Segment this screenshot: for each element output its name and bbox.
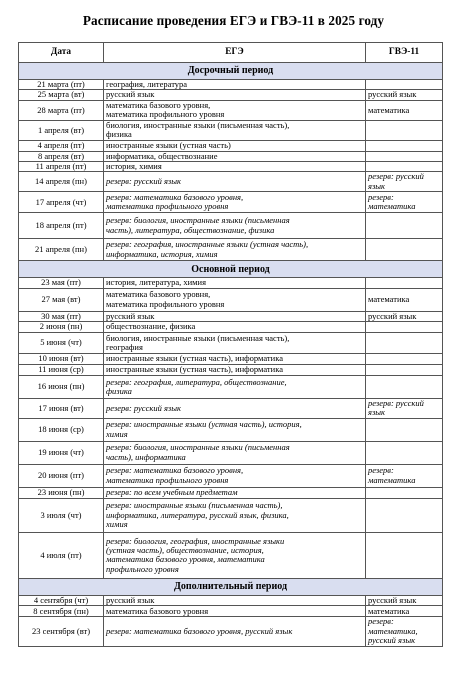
- ege-subjects: резерв: иностранные языки (устная часть), история, химия: [104, 418, 366, 441]
- ege-subjects: обществознание, физика: [104, 322, 366, 333]
- ege-subjects: русский язык: [104, 595, 366, 605]
- gve-subjects: математика: [366, 100, 443, 120]
- table-row: [19, 100, 443, 120]
- section-title: Основной период: [19, 261, 443, 278]
- gve-subjects: [366, 140, 443, 151]
- exam-date: 3 июля (чт): [19, 498, 104, 532]
- section-header-row: [19, 63, 443, 80]
- gve-subjects: русский язык: [366, 595, 443, 605]
- gve-subjects: русский язык: [366, 311, 443, 321]
- ege-subjects: биология, иностранные языки (письменная часть), физика: [104, 120, 366, 140]
- ege-subjects: иностранные языки (устная часть): [104, 140, 366, 151]
- table-row: [19, 80, 443, 90]
- gve-subjects: математика: [366, 606, 443, 617]
- exam-date: 25 марта (вт): [19, 90, 104, 100]
- gve-subjects: [366, 333, 443, 354]
- table-row: [19, 399, 443, 419]
- gve-subjects: [366, 376, 443, 399]
- ege-subjects: математика базового уровня: [104, 606, 366, 617]
- exam-date: 23 мая (пт): [19, 278, 104, 288]
- table-row: [19, 172, 443, 192]
- exam-date: 8 апреля (вт): [19, 151, 104, 161]
- exam-date: 18 апреля (пт): [19, 213, 104, 239]
- exam-date: 4 сентября (чт): [19, 595, 104, 605]
- gve-subjects: [366, 498, 443, 532]
- exam-date: 17 апреля (чт): [19, 192, 104, 213]
- ege-subjects: резерв: биология, география, иностранные языки (устная часть), обществознание, история, математика базового уровня, математика профильного уровня: [104, 532, 366, 578]
- exam-date: 2 июня (пн): [19, 322, 104, 333]
- ege-subjects: резерв: математика базового уровня, математика профильного уровня: [104, 464, 366, 487]
- exam-date: 8 сентября (пн): [19, 606, 104, 617]
- table-row: [19, 376, 443, 399]
- ege-subjects: резерв: биология, иностранные языки (письменная часть), литература, обществознание, физика: [104, 213, 366, 239]
- gve-subjects: [366, 365, 443, 376]
- gve-subjects: резерв: русский язык: [366, 399, 443, 419]
- schedule-table: [18, 42, 443, 647]
- exam-date: 28 марта (пт): [19, 100, 104, 120]
- column-header-ege: ЕГЭ: [104, 43, 366, 63]
- table-row: [19, 532, 443, 578]
- document-title: Расписание проведения ЕГЭ и ГВЭ-11 в 2025 году: [82, 13, 385, 28]
- table-row: [19, 418, 443, 441]
- exam-date: 4 апреля (пт): [19, 140, 104, 151]
- table-row: [19, 213, 443, 239]
- exam-date: 20 июня (пт): [19, 464, 104, 487]
- ege-subjects: резерв: русский язык: [104, 172, 366, 192]
- gve-subjects: [366, 487, 443, 498]
- table-row: [19, 120, 443, 140]
- table-header-row: [19, 43, 443, 63]
- gve-subjects: [366, 120, 443, 140]
- gve-subjects: резерв: математика: [366, 464, 443, 487]
- table-row: [19, 487, 443, 498]
- gve-subjects: [366, 278, 443, 288]
- section-header-row: [19, 578, 443, 595]
- gve-subjects: [366, 532, 443, 578]
- table-row: [19, 192, 443, 213]
- exam-date: 4 июля (пт): [19, 532, 104, 578]
- exam-date: 1 апреля (вт): [19, 120, 104, 140]
- ege-subjects: математика базового уровня, математика профильного уровня: [104, 288, 366, 311]
- ege-subjects: математика базового уровня, математика профильного уровня: [104, 100, 366, 120]
- table-row: [19, 239, 443, 261]
- gve-subjects: резерв: математика: [366, 192, 443, 213]
- exam-date: 14 апреля (пн): [19, 172, 104, 192]
- exam-date: 16 июня (пн): [19, 376, 104, 399]
- ege-subjects: история, литература, химия: [104, 278, 366, 288]
- exam-date: 11 июня (ср): [19, 365, 104, 376]
- table-row: [19, 278, 443, 288]
- gve-subjects: [366, 213, 443, 239]
- column-header-gve: ГВЭ-11: [366, 43, 443, 63]
- exam-date: 21 апреля (пн): [19, 239, 104, 261]
- table-row: [19, 151, 443, 161]
- exam-date: 11 апреля (пт): [19, 162, 104, 172]
- table-row: [19, 441, 443, 464]
- ege-subjects: резерв: география, литература, обществознание, физика: [104, 376, 366, 399]
- exam-date: 5 июня (чт): [19, 333, 104, 354]
- table-row: [19, 311, 443, 321]
- ege-subjects: резерв: математика базового уровня, математика профильного уровня: [104, 192, 366, 213]
- table-row: [19, 617, 443, 646]
- column-header-date: Дата: [19, 43, 104, 63]
- ege-subjects: резерв: география, иностранные языки (устная часть), информатика, история, химия: [104, 239, 366, 261]
- exam-date: 23 сентября (вт): [19, 617, 104, 646]
- gve-subjects: [366, 418, 443, 441]
- gve-subjects: [366, 354, 443, 365]
- table-row: [19, 140, 443, 151]
- table-row: [19, 498, 443, 532]
- exam-date: 10 июня (вт): [19, 354, 104, 365]
- section-header-row: [19, 261, 443, 278]
- table-row: [19, 288, 443, 311]
- exam-date: 17 июня (вт): [19, 399, 104, 419]
- table-row: [19, 606, 443, 617]
- ege-subjects: история, химия: [104, 162, 366, 172]
- table-row: [19, 162, 443, 172]
- gve-subjects: резерв: математика, русский язык: [366, 617, 443, 646]
- exam-date: 27 мая (вт): [19, 288, 104, 311]
- table-row: [19, 354, 443, 365]
- ege-subjects: иностранные языки (устная часть), информатика: [104, 365, 366, 376]
- gve-subjects: резерв: русский язык: [366, 172, 443, 192]
- gve-subjects: [366, 441, 443, 464]
- exam-date: 18 июня (ср): [19, 418, 104, 441]
- table-row: [19, 464, 443, 487]
- ege-subjects: резерв: биология, иностранные языки (письменная часть), информатика: [104, 441, 366, 464]
- gve-subjects: [366, 162, 443, 172]
- table-row: [19, 322, 443, 333]
- ege-subjects: резерв: по всем учебным предметам: [104, 487, 366, 498]
- gve-subjects: математика: [366, 288, 443, 311]
- ege-subjects: русский язык: [104, 311, 366, 321]
- gve-subjects: [366, 80, 443, 90]
- ege-subjects: география, литература: [104, 80, 366, 90]
- table-row: [19, 90, 443, 100]
- table-row: [19, 365, 443, 376]
- gve-subjects: русский язык: [366, 90, 443, 100]
- ege-subjects: резерв: иностранные языки (письменная часть), информатика, литература, русский язык, физика, химия: [104, 498, 366, 532]
- ege-subjects: резерв: русский язык: [104, 399, 366, 419]
- exam-date: 19 июня (чт): [19, 441, 104, 464]
- ege-subjects: биология, иностранные языки (письменная часть), география: [104, 333, 366, 354]
- gve-subjects: [366, 322, 443, 333]
- section-title: Досрочный период: [19, 63, 443, 80]
- exam-date: 21 марта (пт): [19, 80, 104, 90]
- gve-subjects: [366, 239, 443, 261]
- gve-subjects: [366, 151, 443, 161]
- ege-subjects: информатика, обществознание: [104, 151, 366, 161]
- ege-subjects: резерв: математика базового уровня, русский язык: [104, 617, 366, 646]
- ege-subjects: русский язык: [104, 90, 366, 100]
- table-row: [19, 595, 443, 605]
- exam-date: 23 июня (пн): [19, 487, 104, 498]
- table-row: [19, 333, 443, 354]
- section-title: Дополнительный период: [19, 578, 443, 595]
- ege-subjects: иностранные языки (устная часть), информатика: [104, 354, 366, 365]
- exam-date: 30 мая (пт): [19, 311, 104, 321]
